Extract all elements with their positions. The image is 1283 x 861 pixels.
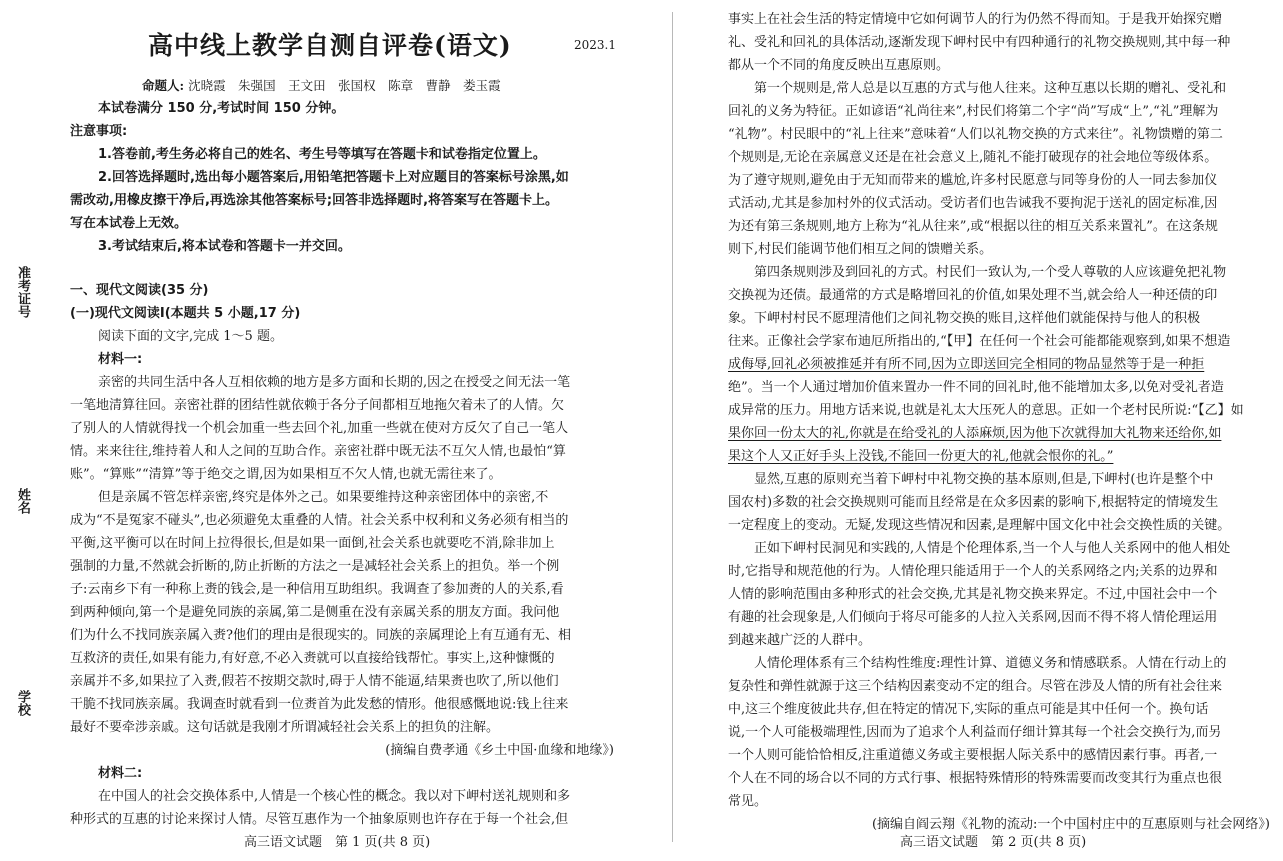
paragraph-line: 强制的力量,不然就会折断的,防止折断的方法之一是减轻社会关系上的担负。举一个例 (70, 559, 560, 574)
notice-item-2-cont: 需改动,用橡皮擦干净后,再选涂其他答案标号;回答非选择题时,将答案写在答题卡上。 (70, 193, 559, 208)
paragraph-line: 说,一个人可能极端理性,因而为了追求个人利益而仔细计算其每一个社会交换行为,而另 (728, 725, 1222, 740)
authors-label: 命题人: (142, 78, 185, 93)
notice-item-2: 2.回答选择题时,选出每小题答案后,用铅笔把答题卡上对应题目的答案标号涂黑,如 (98, 170, 569, 185)
paragraph-line: 复杂性和弹性就源于这三个结构因素变动不定的组合。尽管在涉及人情的所有社会往来 (728, 679, 1223, 694)
paragraph-line: 时,它指导和规范他的行为。人情伦理只能适用于一个人的关系网络之内;关系的边界和 (728, 564, 1218, 579)
notice-heading: 注意事项: (70, 124, 128, 139)
school-label: 学校 (15, 690, 30, 716)
paragraph-line: 中,这三个维度彼此共存,但在特定的情况下,实际的重点可能是其中任何一个。换句话 (728, 702, 1209, 717)
exam-date: 2023.1 (574, 38, 616, 52)
paragraph-line: 种形式的互惠的讨论来探讨人情。尽管互惠作为一个抽象原则也许存在于每一个社会,但 (70, 812, 569, 827)
page-divider (672, 12, 673, 842)
paragraph-line: 都从一个不同的角度反映出互惠原则。 (728, 58, 950, 73)
paragraph-line: 国农村)多数的社会交换规则可能而且经常是在众多因素的影响下,根据特定的情境发生 (728, 495, 1219, 510)
score-time-line: 本试卷满分 150 分,考试时间 150 分钟。 (98, 101, 345, 116)
notice-item-1: 1.答卷前,考生务必将自己的姓名、考生号等填写在答题卡和试卷指定位置上。 (98, 147, 546, 162)
right-page-text (728, 8, 1270, 836)
paragraph-line: 则下,村民们能调节他们相互之间的馈赠关系。 (728, 242, 993, 257)
name-label: 姓名 (15, 488, 30, 514)
authors (142, 76, 501, 94)
notice-item-3: 3.考试结束后,将本试卷和答题卡一并交回。 (98, 239, 351, 254)
paragraph-line: 正如下岬村民洞见和实践的,人情是个伦理体系,当一个人与他人关系网中的他人相处 (754, 541, 1231, 556)
reading-instruction: 阅读下面的文字,完成 1～5 题。 (98, 329, 283, 344)
paragraph-line: 第一个规则是,常人总是以互惠的方式与他人往来。这种互惠以长期的赠礼、受礼和 (754, 81, 1227, 96)
paragraph-line-jia: 往来。正像社会学家布迪厄所指出的,“【甲】在任何一个社会可能都能观察到,如果不想造 (728, 334, 1231, 349)
section-heading: 一、现代文阅读(35 分) (70, 283, 209, 298)
paragraph-line: 人情的影响范围由多种形式的社会交换,尤其是礼物交换来界定。不过,中国社会中一个 (728, 587, 1218, 602)
paragraph-line: 但是亲属不管怎样亲密,终究是体外之己。如果要维持这种亲密团体中的亲密,不 (98, 490, 549, 505)
underlined-quote-yi: 果你回一份太大的礼,你就是在给受礼的人添麻烦,因为他下次就得加大礼物来还给你,如 (728, 426, 1222, 441)
paragraph-line: 为还有第三条规则,地方上称为“礼从往来”,或“根据以往的相互关系来置礼”。在这条规 (728, 219, 1218, 234)
paragraph-line: 最好不要牵涉亲戚。这句话就是我刚才所谓减轻社会关系上的担负的注解。 (70, 720, 500, 735)
paragraph-line: 常见。 (728, 794, 768, 809)
paragraph-line: 第四条规则涉及到回礼的方式。村民们一致认为,一个受人尊敬的人应该避免把礼物 (754, 265, 1227, 280)
paragraph-line: 礼、受礼和回礼的具体活动,逐渐发现下岬村民中有四种通行的礼物交换规则,其中每一种 (728, 35, 1231, 50)
paragraph-line: 们为什么不找同族亲属入赉?他们的理由是很现实的。同族的亲属理论上有互通有无、相 (70, 628, 571, 643)
paragraph-line: 亲属并不多,如果拉了入赉,假若不按期交款时,碍于人情不能逼,结果赉也吹了,所以他们 (70, 674, 559, 689)
instructions (70, 97, 614, 258)
paragraph-line: 到两种倾向,第一个是避免同族的亲属,第二是侧重在没有亲属关系的朋友方面。我问他 (70, 605, 560, 620)
source-citation: (摘编自阎云翔《礼物的流动:一个中国村庄中的互惠原则与社会网络》) (871, 817, 1270, 832)
paragraph-line: 绝”。当一个人通过增加价值来置办一件不同的回礼时,他不能增加太多,以免对受礼者造 (728, 380, 1224, 395)
page-title: 高中线上教学自测自评卷(语文) (148, 31, 512, 60)
paragraph-line: 一个人则可能恰恰相反,注重道德义务或主要根据人际关系中的感情因素行事。再者,一 (728, 748, 1218, 763)
paragraph-line: 回礼的义务为特征。正如谚语“礼尚往来”,村民们将第二个字“尚”写成“上”,“礼”理解为 (728, 104, 1219, 119)
paragraph-line: 干脆不找同族亲属。我调查时就看到一位赉首为此发愁的情形。他很感慨地说:钱上往来 (70, 697, 569, 712)
paragraph-line: 为了遵守规则,避免由于无知而带来的尴尬,许多村民愿意与同等身份的人一同去参加仪 (728, 173, 1218, 188)
underlined-quote-yi: 果这个人又正好手头上没钱,不能回一份更大的礼,他就会恨你的礼。” (728, 449, 1114, 464)
reading-section (70, 279, 614, 831)
source-citation: (摘编自费孝通《乡土中国·血缘和地缘》) (385, 743, 614, 758)
underlined-quote-jia: 成侮辱,回礼必须被推延并有所不同,因为立即送回完全相同的物品显然等于是一种拒 (728, 357, 1205, 372)
paragraph-line: 一定程度上的变动。无疑,发现这些情况和因素,是理解中国文化中社会交换性质的关键。 (728, 518, 1231, 533)
paragraph-line: 情。来来往往,维持着人和人之间的互助合作。亲密社群中既无法不互欠人情,也最怕“算 (70, 444, 566, 459)
paragraph-line: 到越来越广泛的人群中。 (728, 633, 872, 648)
paragraph-line: 成为“不是冤家不碰头”,也必须避免太重叠的人情。社会关系中权利和义务必须有相当的 (70, 513, 569, 528)
paragraph-line: “礼物”。村民眼中的“礼上往来”意味着“人们以礼物交换的方式来往”。礼物馈赠的第二 (728, 127, 1223, 142)
title-row (70, 26, 614, 62)
paragraph-line: 个人在不同的场合以不同的方式行事、根据特殊情形的特殊需要而改变其行为重点也很 (728, 771, 1223, 786)
paragraph-line: 式活动,尤其是参加村外的仪式活动。受访者们也告诫我不要拘泥于送礼的固定标准,因 (728, 196, 1218, 211)
paragraph-line: 人情伦理体系有三个结构性维度:理性计算、道德义务和情感联系。人情在行动上的 (754, 656, 1227, 671)
exam-id-label: 准考证号 (15, 266, 30, 318)
page-footer: 高三语文试题 第 2 页(共 8 页) (900, 835, 1087, 850)
paragraph-line: 账”。“算账”“清算”等于绝交之谓,因为如果相互不欠人情,也就无需往来了。 (70, 467, 502, 482)
paragraph-line: 显然,互惠的原则充当着下岬村中礼物交换的基本原则,但是,下岬村(也许是整个中 (754, 472, 1214, 487)
paragraph-line: 了别人的人情就得找一个机会加重一些去回个礼,加重一些就在使对方反欠了自己一笔人 (70, 421, 569, 436)
paragraph-line: 事实上在社会生活的特定情境中它如何调节人的行为仍然不得而知。于是我开始探究赠 (728, 12, 1223, 27)
authors-names: 沈晓霞 朱强国 王文田 张国权 陈章 曹静 娄玉霞 (188, 78, 501, 93)
paragraph-line: 一笔地清算往回。亲密社群的团结性就依赖于各分子间都相互地拖欠着未了的人情。欠 (70, 398, 565, 413)
paragraph-line: 亲密的共同生活中各人互相依赖的地方是多方面和长期的,因之在授受之间无法一笔 (98, 375, 571, 390)
paragraph-line: 象。下岬村村民不愿理清他们之间礼物交换的账目,这样他们就能保持与他人的积极 (728, 311, 1201, 326)
paragraph-line: 子:云南乡下有一种称上赉的钱会,是一种信用互助组织。我调查了参加赉的人的关系,看 (70, 582, 564, 597)
notice-item-2-cont: 写在本试卷上无效。 (70, 216, 188, 231)
page-footer: 高三语文试题 第 1 页(共 8 页) (244, 835, 431, 850)
paragraph-line: 个规则是,无论在亲属意义还是在社会意义上,随礼不能打破现存的社会地位等级体系。 (728, 150, 1218, 165)
material-1-heading: 材料一: (98, 352, 143, 367)
binding-margin (0, 0, 60, 861)
paragraph-line: 有趣的社会现象是,人们倾向于将尽可能多的人拉入关系网,因而不得不将人情伦理运用 (728, 610, 1218, 625)
paragraph-line: 互救济的责任,如果有能力,有好意,不必入赉就可以直接给钱帮忙。事实上,这种慷慨的 (70, 651, 555, 666)
material-2-heading: 材料二: (98, 766, 143, 781)
paragraph-line: 在中国人的社会交换体系中,人情是一个核心性的概念。我以对下岬村送礼规则和多 (98, 789, 571, 804)
subsection-heading: (一)现代文阅读Ⅰ(本题共 5 小题,17 分) (70, 306, 301, 321)
paragraph-line: 平衡,这平衡可以在时间上拉得很长,但是如果一面倒,社会关系也就要吃不消,除非加上 (70, 536, 555, 551)
paragraph-line: 交换视为还债。最通常的方式是略增回礼的价值,如果处理不当,就会给人一种还债的印 (728, 288, 1218, 303)
paragraph-line-yi: 成异常的压力。用地方话来说,也就是礼太大压死人的意思。正如一个老村民所说:“【乙】如 (728, 403, 1244, 418)
